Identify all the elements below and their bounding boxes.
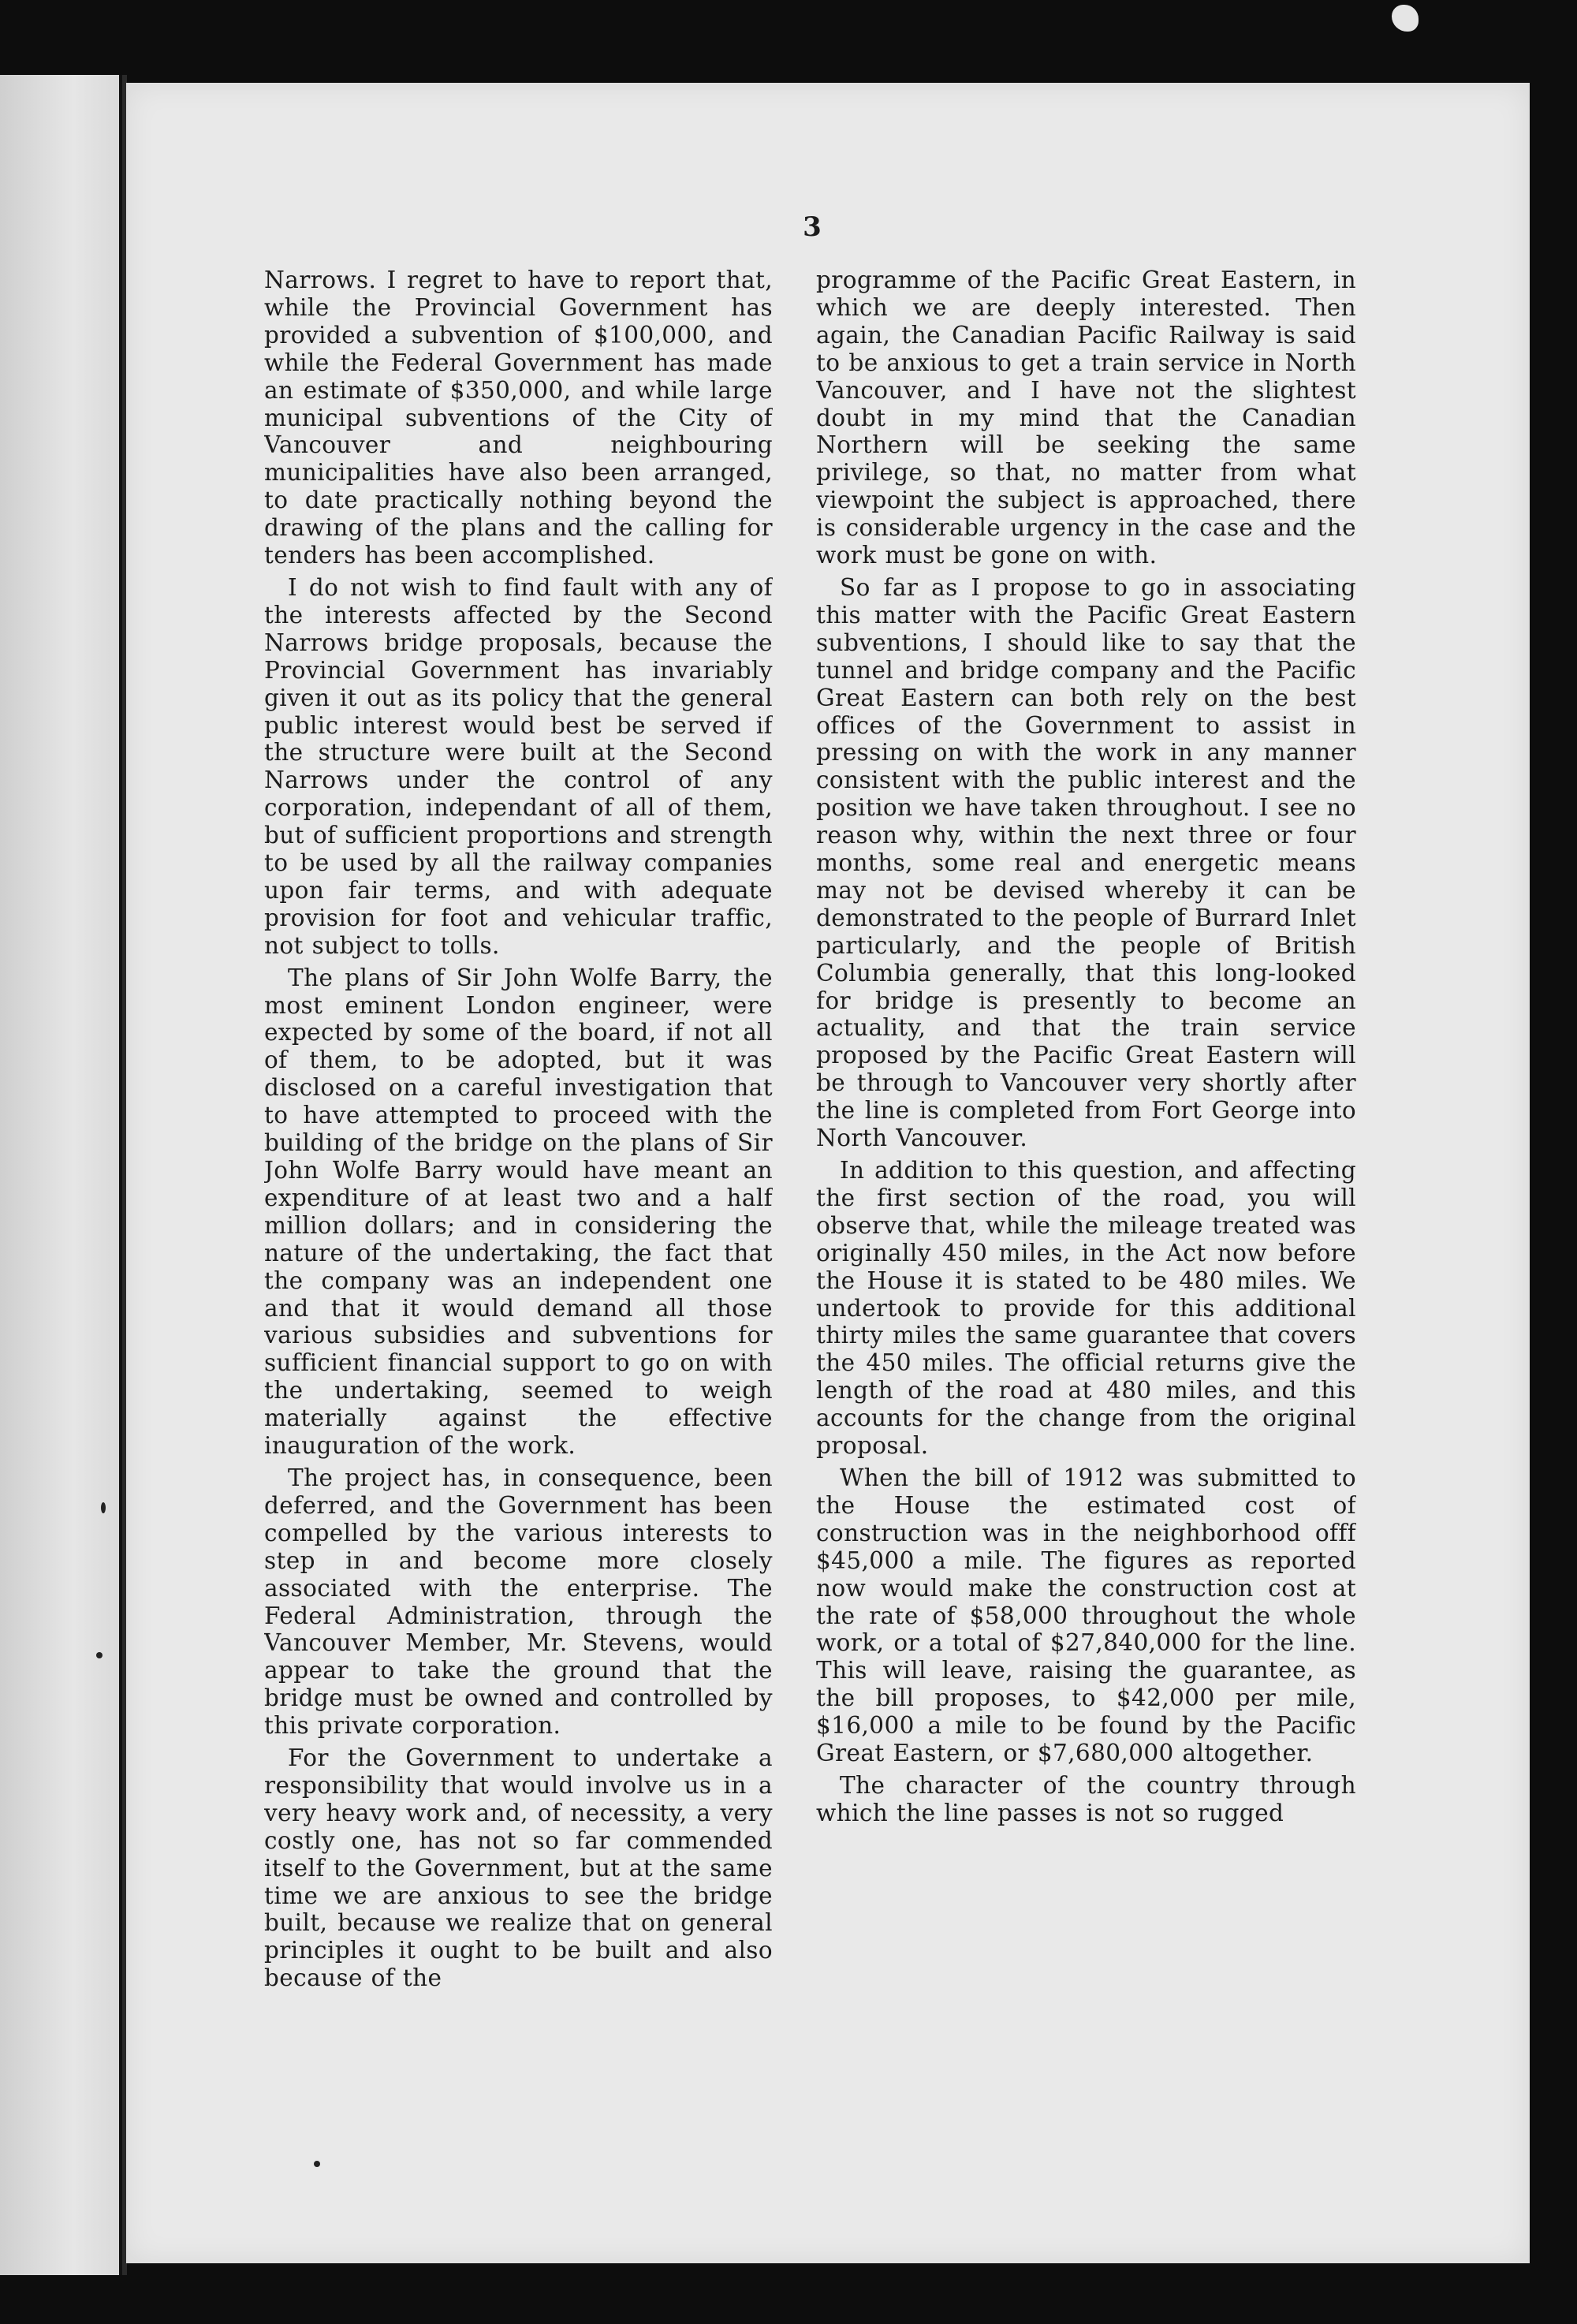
page-number: 3 [803,211,822,243]
paragraph: The plans of Sir John Wolfe Barry, the most eminent London engineer, were expected by some of the board, if not all of them, to be adopted, but it was disclosed on a careful investigation that to have attempted to proceed with the building of the bridge on the plans of Sir John Wolfe Barry would have meant an expenditure of at least two and a half million dollars; and in considering the nature of the undertaking, the fact that the company was an independent one and that it would demand all those various subsidies and subventions for sufficient financial support to go on with the undertaking, seemed to weigh materially against the effective inauguration of the work. [264,964,773,1460]
scan-artifact [1392,5,1419,32]
paragraph: When the bill of 1912 was submitted to the House the estimated cost of construction was in the neighborhood offf $45,000 a mile. The figures as reported now would make the construction cost at the rate of $58,000 throughout the whole work, or a total of $27,840,000 for the line. This will leave, raising the guarantee, as the bill proposes, to $42,000 per mile, $16,000 a mile to be found by the Pacific Great Eastern, or $7,680,000 altogether. [816,1464,1356,1767]
paragraph: I do not wish to find fault with any of the interests affected by the Second Narrows bridge proposals, because the Provincial Government has invariably given it out as its policy that the general public interest would best be served if the structure were built at the Second Narrows under the control of any corporation, independant of all of them, but of sufficient proportions and strength to be used by all the railway companies upon fair terms, and with adequate provision for foot and vehicular traffic, not subject to tolls. [264,573,773,959]
text-column-right [816,267,1356,2065]
paragraph: Narrows. I regret to have to report that, while the Provincial Government has provided a subvention of $100,000, and while the Federal Government has made an estimate of $350,000, and while large municipal subventions of the City of Vancouver and neighbouring municipalities have also been arranged, to date practically nothing beyond the drawing of the plans and the calling for tenders has been accomplished. [264,267,773,569]
text-column-left [264,267,773,2065]
paragraph: programme of the Pacific Great Eastern, in which we are deeply interested. Then again, the Canadian Pacific Railway is said to be anxious to get a train service in North Vancouver, and I have not the slightest doubt in my mind that the Canadian Northern will be seeking the same privilege, so that, no matter from what viewpoint the subject is approached, there is considerable urgency in the case and the work must be gone on with. [816,267,1356,569]
paragraph: The character of the country through which the line passes is not so rugged [816,1771,1356,1826]
scan-speck [314,2161,320,2167]
paragraph: In addition to this question, and affecting the first section of the road, you will observe that, while the mileage treated was originally 450 miles, in the Act now before the House it is stated to be 480 miles. We undertook to provide for this additional thirty miles the same guarantee that covers the 450 miles. The official returns give the length of the road at 480 miles, and this accounts for the change from the original proposal. [816,1157,1356,1460]
scan-speck [101,1502,106,1513]
paragraph: The project has, in consequence, been deferred, and the Government has been compelled by the various interests to step in and become more closely associated with the enterprise. The Federal Administration, through the Vancouver Member, Mr. Stevens, would appear to take the ground that the bridge must be owned and controlled by this private corporation. [264,1464,773,1740]
adjacent-page-edge [0,75,127,2275]
scan-speck [96,1652,103,1658]
paragraph: So far as I propose to go in associating this matter with the Pacific Great Eastern subventions, I should like to say that the tunnel and bridge company and the Pacific Great Eastern can both rely on the best offices of the Government to assist in pressing on with the work in any manner consistent with the public interest and the position we have taken throughout. I see no reason why, within the next three or four months, some real and energetic means may not be devised whereby it can be demonstrated to the people of Burrard Inlet particularly, and the people of British Columbia generally, that this long-looked for bridge is presently to become an actuality, and that the train service proposed by the Pacific Great Eastern will be through to Vancouver very shortly after the line is completed from Fort George into North Vancouver. [816,573,1356,1152]
paragraph: For the Government to undertake a responsibility that would involve us in a very heavy work and, of necessity, a very costly one, has not so far commended itself to the Government, but at the same time we are anxious to see the bridge built, because we realize that on general principles it ought to be built and also because of the [264,1744,773,1992]
binding-gutter [119,75,122,2275]
